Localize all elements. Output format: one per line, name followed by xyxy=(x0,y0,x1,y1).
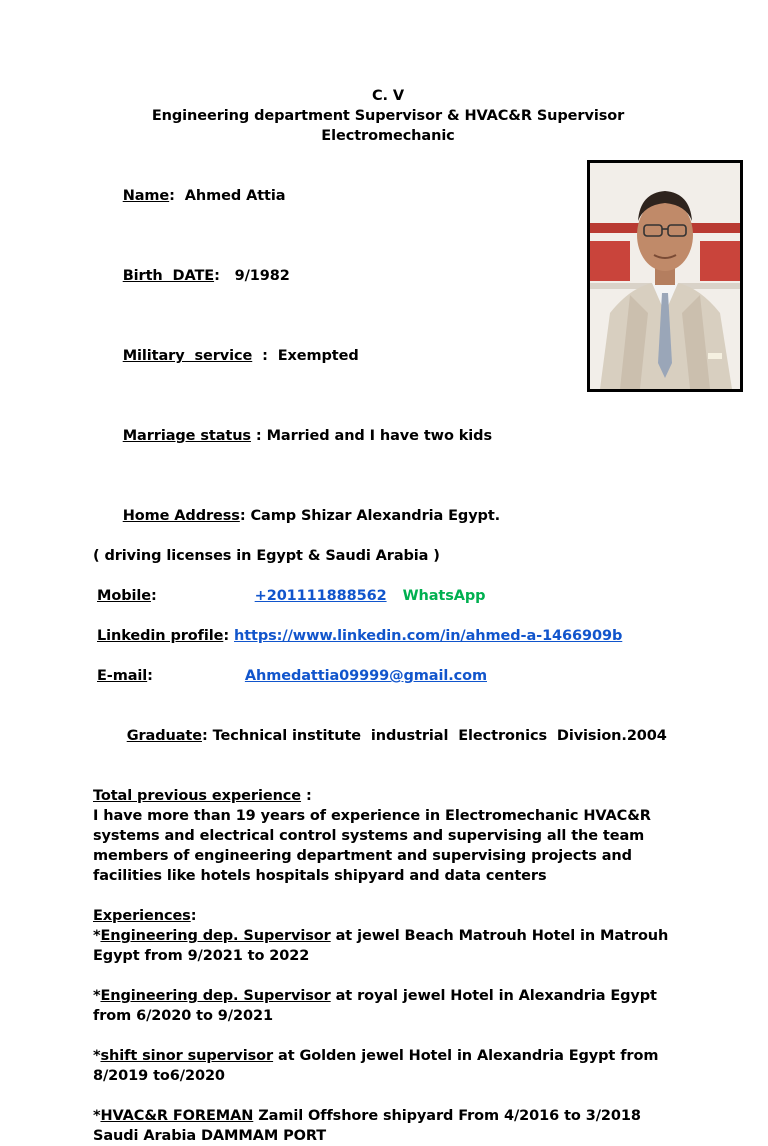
experience-detail: at jewel Beach Matrouh Hotel in Matrouh Egypt from 9/2021 to 2022 xyxy=(93,928,669,964)
address-value: Camp Shizar Alexandria Egypt. xyxy=(245,508,501,524)
experience-role: Engineering dep. Supervisor xyxy=(100,988,331,1004)
birth-value: 9/1982 xyxy=(219,268,290,284)
marriage-value: : Married and I have two kids xyxy=(250,428,492,444)
graduate-line: Graduate: Technical institute industrial Electronics Division.2004 xyxy=(93,706,683,766)
marriage-line xyxy=(93,406,683,466)
experience-item: *Engineering dep. Supervisor at royal jewel Hotel in Alexandria Egypt from 6/2020 to 9/2021 xyxy=(93,988,657,1024)
experience-role: shift sinor supervisor xyxy=(100,1048,274,1064)
linkedin-link[interactable]: https://www.linkedin.com/in/ahmed-a-1466909b xyxy=(233,628,623,644)
experience-item: *Engineering dep. Supervisor at jewel Beach Matrouh Hotel in Matrouh Egypt from 9/2021 to 2022 xyxy=(93,928,669,964)
email-link[interactable]: Ahmedattia09999@gmail.com xyxy=(244,668,487,684)
licenses-line: ( driving licenses in Egypt & Saudi Arabia ) xyxy=(93,548,440,564)
military-value: : Exempted xyxy=(252,348,359,364)
address-line: Home Address: Camp Shizar Alexandria Egypt. xyxy=(122,508,501,524)
name-line: Name: Ahmed Attia xyxy=(122,188,286,204)
cv-title: C. V xyxy=(371,88,405,104)
linkedin-line: Linkedin profile: https://www.linkedin.com/in/ahmed-a-1466909b xyxy=(93,626,683,646)
email-label: E-mail xyxy=(97,668,148,684)
experience-role: Engineering dep. Supervisor xyxy=(100,928,331,944)
linkedin-label: Linkedin profile xyxy=(97,628,224,644)
mobile-label: Mobile xyxy=(97,588,151,604)
experience-role: HVAC&R FOREMAN xyxy=(100,1108,254,1124)
address-label: Home Address xyxy=(122,508,240,524)
summary-label: Total previous experience xyxy=(93,788,302,804)
experiences-label: Experiences xyxy=(93,908,191,924)
graduate-label: Graduate xyxy=(126,728,202,744)
experiences-heading: Experiences: xyxy=(93,908,197,924)
birth-line: Birth DATE: 9/1982 xyxy=(122,268,290,284)
marriage-label: Marriage status xyxy=(122,428,251,444)
experience-detail: at royal jewel Hotel in Alexandria Egypt from 6/2020 to 9/2021 xyxy=(93,988,657,1024)
experience-item: *HVAC&R FOREMAN Zamil Offshore shipyard From 4/2016 to 3/2018 Saudi Arabia DAMMAM PORT xyxy=(93,1108,641,1144)
military-label: Military service xyxy=(122,348,253,364)
experience-item: *shift sinor supervisor at Golden jewel Hotel in Alexandria Egypt from 8/2019 to6/2020 xyxy=(93,1048,659,1084)
mobile-line: Mobile : +201111888562 WhatsApp xyxy=(93,586,683,606)
cv-subtitle-2: Electromechanic xyxy=(321,128,455,144)
graduate-value: Technical institute industrial Electronics Division.2004 xyxy=(207,728,667,744)
email-line: E-mail : Ahmedattia09999@gmail.com xyxy=(93,666,683,686)
cv-body xyxy=(93,86,683,1146)
name-value: Ahmed Attia xyxy=(174,188,286,204)
birth-label: Birth DATE xyxy=(122,268,215,284)
experience-detail: at Golden jewel Hotel in Alexandria Egypt from 8/2019 to6/2020 xyxy=(93,1048,659,1084)
cv-subtitle: Engineering department Supervisor & HVAC&R Supervisor xyxy=(151,108,625,124)
name-label: Name xyxy=(122,188,170,204)
summary-heading: Total previous experience : xyxy=(93,788,312,804)
whatsapp-label: WhatsApp xyxy=(402,588,486,604)
mobile-link[interactable]: +201111888562 xyxy=(254,588,387,604)
experience-detail: Zamil Offshore shipyard From 4/2016 to 3/2018 Saudi Arabia DAMMAM PORT xyxy=(93,1108,641,1144)
military-line xyxy=(93,326,683,386)
summary-text: I have more than 19 years of experience in Electromechanic HVAC&R systems and electrical control systems and supervising all the team members of engineering department and supervising projects and facilities like hotels hospitals shipyard and data centers xyxy=(93,808,651,884)
